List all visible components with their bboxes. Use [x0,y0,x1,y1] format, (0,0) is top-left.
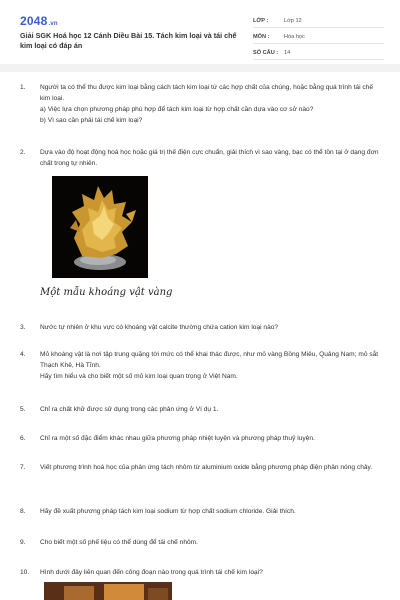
meta-row-grade [253,14,384,28]
meta-value[interactable]: Hóa học [284,33,305,40]
question-item [20,147,380,169]
question-number: 9. [20,539,26,546]
meta-value: 14 [284,49,291,56]
question-number: 5. [20,406,26,413]
question-text: b) Vì sao cần phải tái chế kim loại? [40,117,143,124]
question-text: a) Việc lựa chọn phương pháp phù hợp để tách kim loại từ hợp chất cần dựa vào cơ sở nào? [40,106,314,113]
question-item [20,537,380,548]
question-item [20,82,380,126]
gold-mineral-image [52,176,148,278]
question-item [20,506,380,517]
question-item [20,433,380,444]
recycling-image [44,582,172,600]
gold-mineral-drawing [52,176,148,278]
page-title: Giải SGK Hoá học 12 Cánh Diều Bài 15. Tách kim loại và tái chế kim loại có đáp án [20,31,237,50]
question-number: 8. [20,508,26,515]
question-text: Dựa vào độ hoạt động hoá học hoặc giá trị thế điện cực chuẩn, giải thích vì sao vàng, bạc có thể tồn tại ở dạng đơn chất trong tự nhiên. [40,149,379,167]
question-text: Cho biết một số phế liệu có thể dùng để tái chế nhôm. [40,539,198,546]
question-text: Chỉ ra một số đặc điểm khác nhau giữa phương pháp nhiệt luyện và phương pháp thuỷ luyện. [40,435,315,442]
site-logo[interactable] [20,14,58,28]
question-text: Nước tự nhiên ở khu vực có khoáng vật calcite thường chứa cation kim loại nào? [40,324,279,331]
question-item [20,322,380,333]
question-item [20,462,380,473]
figure-caption: Một mẫu khoáng vật vàng [40,287,173,298]
question-item [20,349,380,382]
meta-row-subject [253,30,384,44]
question-item [20,567,380,578]
logo-suffix: .vn [48,21,58,27]
logo-main: 2048 [20,14,48,28]
question-text: Viết phương trình hoá học của phản ứng tách nhôm từ aluminium oxide bằng phương pháp điện phân nóng chảy. [40,464,373,471]
question-text: Người ta có thể thu được kim loại bằng cách tách kim loại từ các hợp chất của chúng, hoặc bằng quá trình tái chế kim loại. [40,84,374,102]
meta-label: LỚP : [253,17,269,24]
question-text: Hãy tìm hiểu và cho biết một số mỏ kim loại quan trọng ở Việt Nam. [40,373,238,380]
question-number: 6. [20,435,26,442]
question-number: 2. [20,149,26,156]
question-text: Hãy đề xuất phương pháp tách kim loại sodium từ hợp chất sodium chloride. Giải thích. [40,508,296,515]
meta-label: SỐ CÂU : [253,49,279,56]
header-divider [0,64,400,72]
question-text: Hình dưới đây liên quan đến công đoạn nào trong quá trình tái chế kim loại? [40,569,263,576]
meta-label: MÔN : [253,33,270,40]
question-number: 3. [20,324,26,331]
question-text: Mỏ khoáng vật là nơi tập trung quặng tới mức có thể khai thác được, như mỏ vàng Bồng Miêu, Quảng Nam; mỏ sắt Thạch Khê, Hà Tĩnh. [40,351,379,369]
recycling-drawing [44,582,172,600]
header [16,10,384,62]
meta-row-count [253,46,384,60]
question-number: 1. [20,84,26,91]
question-number: 7. [20,464,26,471]
question-number: 10. [20,569,30,576]
meta-value[interactable]: Lớp 12 [284,17,302,24]
question-text: Chỉ ra chất khử được sử dụng trong các phản ứng ở Ví dụ 1. [40,406,219,413]
question-item [20,404,380,415]
question-number: 4. [20,351,26,358]
meta-info [253,14,384,62]
